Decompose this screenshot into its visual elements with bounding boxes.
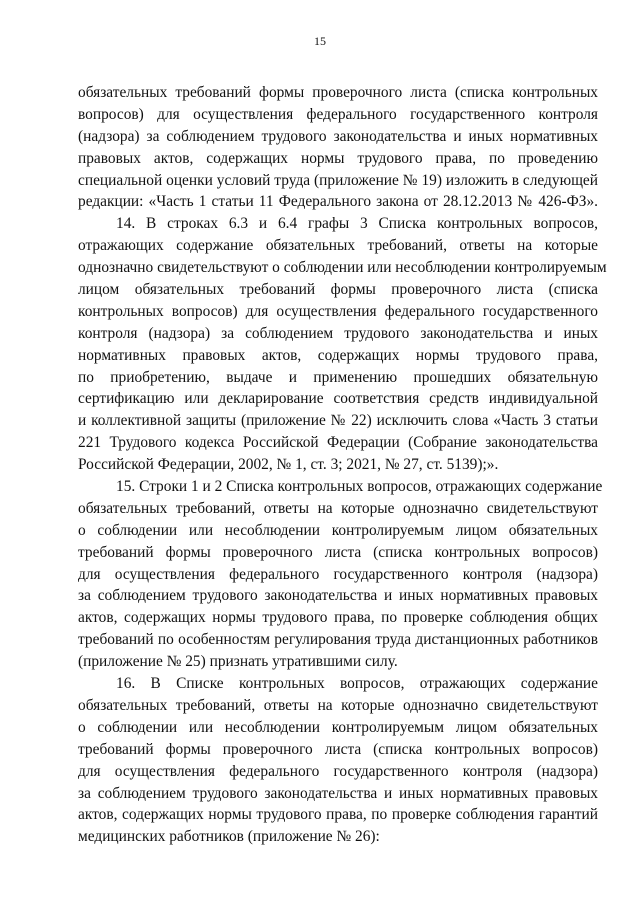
text-line: за соблюдением трудового законодательства и иных нормативных правовых	[78, 784, 598, 802]
text-line: контроля (надзора) за соблюдением трудового законодательства и иных	[78, 324, 598, 342]
text-line: требований формы проверочного листа (списка контрольных вопросов)	[78, 543, 598, 561]
text-line: обязательных требований формы проверочного листа (списка контрольных	[78, 84, 598, 101]
text-line: о соблюдении или несоблюдении контролируемым лицом обязательных	[78, 521, 598, 539]
paragraph-16	[78, 673, 598, 848]
text-line: однозначно свидетельствуют о соблюдении или несоблюдении контролируемым	[78, 259, 607, 277]
text-line: по приобретению, выдаче и применению прошедших обязательную	[78, 368, 598, 386]
text-line: Российской Федерации, 2002, № 1, ст. 3; 2021, № 27, ст. 5139);».	[78, 456, 499, 474]
text-line: (приложение № 25) признать утратившими силу.	[78, 653, 398, 671]
text-line: 16. В Списке контрольных вопросов, отражающих содержание	[116, 675, 598, 693]
text-line: 221 Трудового кодекса Российской Федерации (Собрание законодательства	[78, 434, 598, 452]
page-number: 15	[314, 34, 326, 48]
text-line: актов, содержащих нормы трудового права, по проверке соблюдения общих	[78, 609, 598, 627]
text-line: сертификацию или декларирование соответствия средств индивидуальной	[78, 390, 598, 408]
text-line: и коллективной защиты (приложение № 22) исключить слова «Часть 3 статьи	[78, 412, 598, 430]
text-line: нормативных правовых актов, содержащих нормы трудового права,	[78, 346, 598, 364]
text-line: требований формы проверочного листа (списка контрольных вопросов)	[78, 740, 598, 758]
paragraph-14	[78, 213, 607, 476]
text-line: правовых актов, содержащих нормы трудового права, по проведению	[78, 149, 598, 167]
text-line: медицинских работников (приложение № 26):	[78, 828, 380, 846]
text-line: обязательных требований, ответы на которые однозначно свидетельствуют	[78, 499, 598, 517]
text-line: для осуществления федерального государственного контроля (надзора)	[78, 565, 598, 583]
text-line: специальной оценки условий труда (приложение № 19) изложить в следующей	[78, 171, 598, 189]
text-line: за соблюдением трудового законодательства и иных нормативных правовых	[78, 587, 598, 605]
text-line: актов, содержащих нормы трудового права, по проверке соблюдения гарантий	[78, 806, 598, 824]
text-line: редакции: «Часть 1 статьи 11 Федерального закона от 28.12.2013 № 426-ФЗ».	[78, 193, 598, 211]
text-line: контрольных вопросов) для осуществления федерального государственного	[78, 302, 598, 320]
document-body	[78, 82, 607, 848]
text-line: требований по особенностям регулирования труда дистанционных работников	[78, 631, 598, 649]
text-line: отражающих содержание обязательных требований, ответы на которые	[78, 237, 598, 255]
text-line: лицом обязательных требований формы проверочного листа (списка	[78, 281, 598, 299]
text-line: о соблюдении или несоблюдении контролируемым лицом обязательных	[78, 718, 598, 736]
text-line: 14. В строках 6.3 и 6.4 графы 3 Списка контрольных вопросов,	[116, 215, 598, 233]
paragraph-15	[78, 476, 603, 673]
text-line: (надзора) за соблюдением трудового законодательства и иных нормативных	[78, 127, 598, 145]
text-line: обязательных требований, ответы на которые однозначно свидетельствуют	[78, 696, 598, 714]
text-line: 15. Строки 1 и 2 Списка контрольных вопросов, отражающих содержание	[116, 478, 603, 496]
text-line: для осуществления федерального государственного контроля (надзора)	[78, 762, 598, 780]
text-line: вопросов) для осуществления федерального государственного контроля	[78, 105, 598, 123]
paragraph-13-continuation	[78, 82, 598, 213]
